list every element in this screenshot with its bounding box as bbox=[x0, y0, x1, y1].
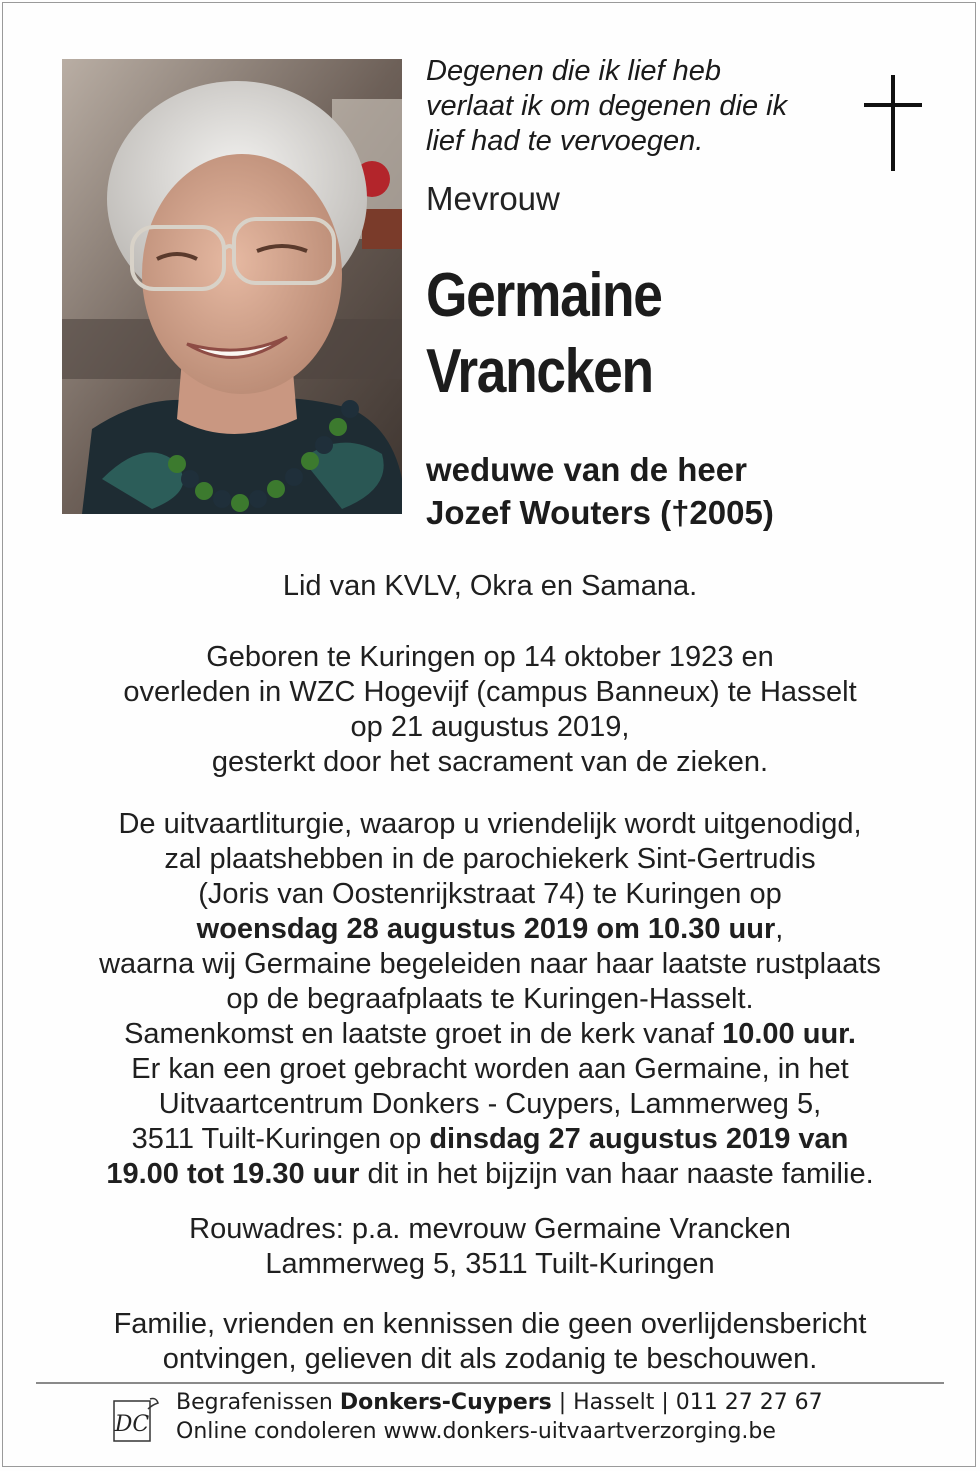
mourning-address bbox=[40, 1212, 940, 1282]
last-name: Vrancken bbox=[426, 337, 653, 406]
punctuation: , bbox=[775, 913, 784, 945]
address-line: Lammerweg 5, 3511 Tuilt-Kuringen bbox=[265, 1248, 715, 1280]
honorific: Mevrouw bbox=[426, 180, 560, 217]
quote-line: lief had te vervoegen. bbox=[426, 125, 704, 157]
paragraph-line: zal plaatshebben in de parochiekerk Sint-Gertrudis bbox=[164, 843, 816, 875]
family-notice bbox=[40, 1307, 940, 1377]
funeral-paragraph bbox=[40, 807, 940, 1192]
paragraph-line: (Joris van Oostenrijkstraat 74) te Kuringen op bbox=[198, 878, 782, 910]
latin-cross-icon bbox=[864, 75, 922, 171]
birth-death-paragraph bbox=[40, 640, 940, 780]
company-name: Donkers-Cuypers bbox=[339, 1390, 552, 1415]
logo-letters: DC bbox=[114, 1412, 150, 1437]
paragraph-line: Geboren te Kuringen op 14 oktober 1923 en bbox=[206, 641, 774, 673]
spouse-line: Jozef Wouters (†2005) bbox=[426, 494, 774, 531]
paragraph-line: gesterkt door het sacrament van de zieken. bbox=[211, 746, 769, 778]
paragraph-line: overleden in WZC Hogevijf (campus Banneux) te Hasselt bbox=[123, 676, 857, 708]
visitation-time: 19.00 tot 19.30 uur bbox=[106, 1158, 360, 1190]
notice-line: Familie, vrienden en kennissen die geen overlijdensbericht bbox=[113, 1308, 867, 1340]
paragraph-line: De uitvaartliturgie, waarop u vriendelijk wordt uitgenodigd, bbox=[118, 808, 862, 840]
footer-text: | Hasselt | 011 27 27 67 bbox=[551, 1390, 823, 1415]
spouse-info bbox=[426, 448, 774, 534]
footer-line bbox=[176, 1388, 823, 1417]
paragraph-line bbox=[40, 1157, 940, 1192]
first-name: Germaine bbox=[426, 261, 662, 330]
visitation-date: dinsdag 27 augustus 2019 van bbox=[429, 1123, 849, 1155]
portrait-photo bbox=[62, 59, 402, 514]
line-text: dit in het bijzijn van haar naaste familie. bbox=[359, 1158, 874, 1190]
spouse-line: weduwe van de heer bbox=[426, 451, 747, 488]
paragraph-line: op 21 augustus 2019, bbox=[350, 711, 630, 743]
address-line: Rouwadres: p.a. mevrouw Germaine Vrancken bbox=[189, 1213, 791, 1245]
memorial-quote bbox=[426, 54, 846, 159]
notice-line: ontvingen, gelieven dit als zodanig te beschouwen. bbox=[162, 1343, 818, 1375]
paragraph-line bbox=[40, 1017, 940, 1052]
gathering-time: 10.00 uur. bbox=[722, 1018, 856, 1050]
paragraph-line bbox=[40, 912, 940, 947]
membership-line: Lid van KVLV, Okra en Samana. bbox=[282, 570, 698, 602]
deceased-name bbox=[426, 258, 662, 410]
paragraph-line: Er kan een groet gebracht worden aan Germaine, in het bbox=[131, 1053, 849, 1085]
line-text: 3511 Tuilt-Kuringen op bbox=[131, 1123, 430, 1155]
paragraph-line: waarna wij Germaine begeleiden naar haar laatste rustplaats bbox=[99, 948, 881, 980]
footer-text: Begrafenissen bbox=[176, 1390, 340, 1415]
paragraph-line bbox=[40, 1122, 940, 1157]
membership-text bbox=[40, 569, 940, 604]
paragraph-line: Uitvaartcentrum Donkers - Cuypers, Lammerweg 5, bbox=[158, 1088, 822, 1120]
line-text: Samenkomst en laatste groet in de kerk vanaf bbox=[124, 1018, 723, 1050]
footer-divider bbox=[36, 1382, 944, 1384]
quote-line: Degenen die ik lief heb bbox=[426, 55, 722, 87]
funeral-home-footer bbox=[176, 1388, 823, 1446]
dc-monogram-logo bbox=[112, 1395, 160, 1445]
paragraph-line: op de begraafplaats te Kuringen-Hasselt. bbox=[226, 983, 754, 1015]
funeral-date: woensdag 28 augustus 2019 om 10.30 uur bbox=[196, 913, 776, 945]
quote-line: verlaat ik om degenen die ik bbox=[426, 90, 788, 122]
online-condolences: Online condoleren www.donkers-uitvaartverzorging.be bbox=[176, 1419, 776, 1444]
